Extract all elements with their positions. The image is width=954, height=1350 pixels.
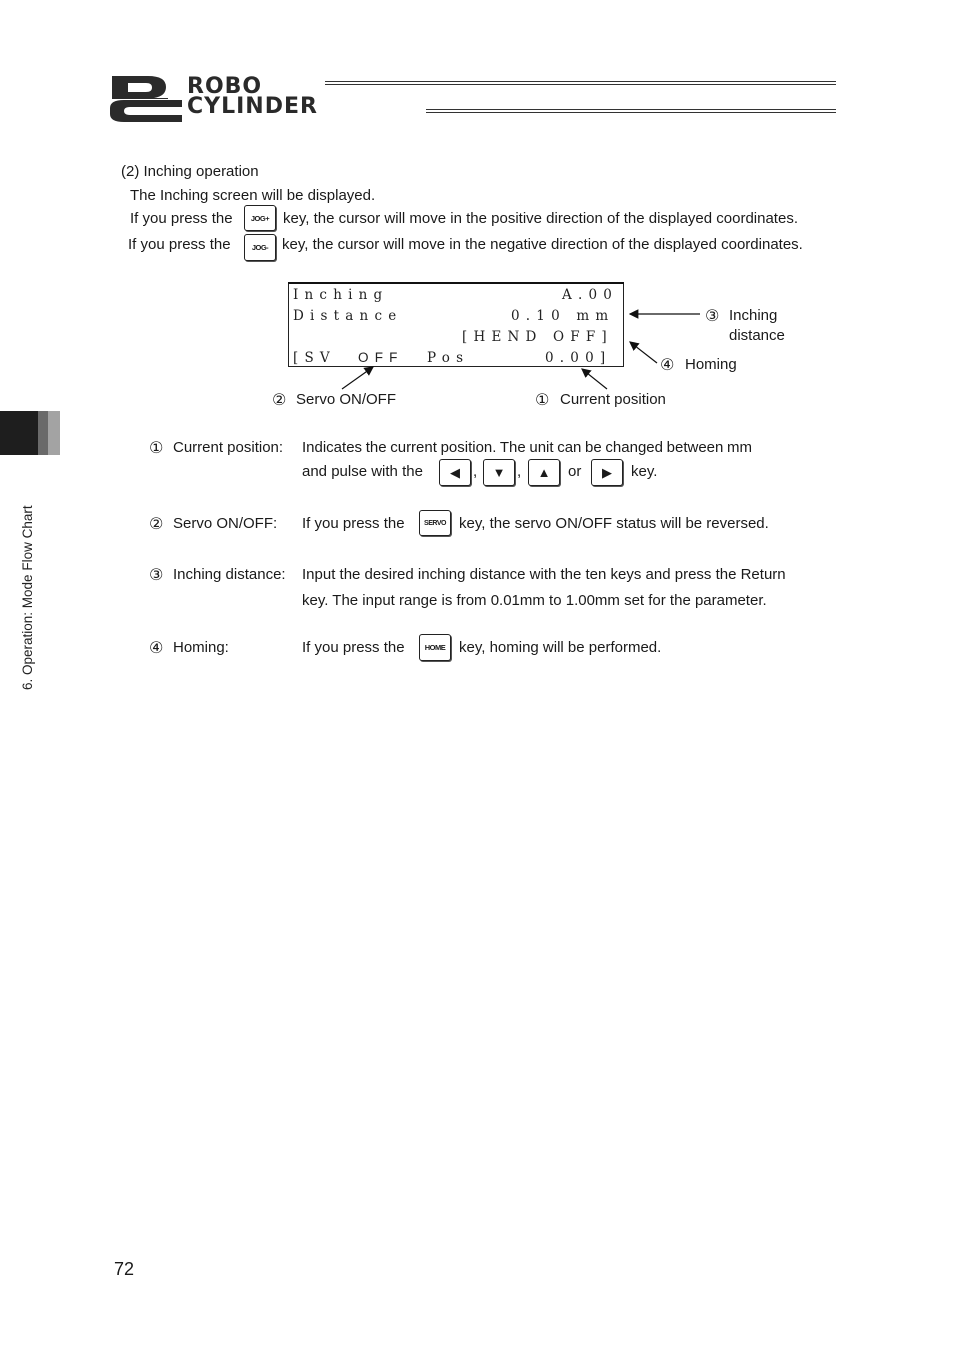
desc-1-comma1: , <box>473 463 478 480</box>
desc-3-number: ③ <box>149 565 164 584</box>
right-arrow-key <box>591 459 623 486</box>
desc-2-post: key, the servo ON/OFF status will be reversed. <box>459 515 769 532</box>
desc-1-comma2: , <box>517 463 522 480</box>
down-arrow-icon: ▼ <box>492 465 506 480</box>
callout-3-line1: Inching <box>729 307 778 324</box>
arrow-homing <box>630 342 657 363</box>
servo-key <box>419 510 451 536</box>
callout-1-number: ① <box>535 390 550 409</box>
lcd-row4-right: 0.00] <box>545 350 612 366</box>
logo-cylinder-text: CYLINDER <box>187 94 318 119</box>
page-number: 72 <box>114 1259 135 1279</box>
callout-2-number: ② <box>272 390 287 409</box>
intro-line: The Inching screen will be displayed. <box>130 187 376 204</box>
desc-4-number: ④ <box>149 638 164 657</box>
lcd-row2-left: Distance <box>293 308 403 324</box>
lcd-row4-pos: Pos <box>427 350 470 366</box>
lcd-row1-left: Inching <box>293 287 389 303</box>
desc-1-line2-pre: and pulse with the <box>302 463 423 480</box>
callout-arrows <box>0 0 954 420</box>
left-arrow-icon: ◀ <box>450 465 460 480</box>
servo-key-label: SERVO <box>424 519 446 527</box>
desc-2-number: ② <box>149 514 164 533</box>
right-arrow-icon: ▶ <box>602 465 612 480</box>
lcd-row4-off: OFF <box>358 350 404 365</box>
left-arrow-key <box>439 459 471 486</box>
home-key <box>419 634 451 661</box>
desc-2-label: Servo ON/OFF: <box>173 515 278 532</box>
jog-plus-key-label: JOG+ <box>250 213 270 223</box>
desc-3-line2: key. The input range is from 0.01mm to 1.00mm set for the parameter. <box>302 592 767 609</box>
up-arrow-icon: ▲ <box>537 465 551 480</box>
jog-minus-text-post: key, the cursor will move in the negative direction of the displayed coordinates. <box>282 236 803 253</box>
jog-plus-text-pre: If you press the <box>130 210 233 227</box>
lcd-row2-right: 0.10 mm <box>511 308 615 324</box>
callout-3-line2: distance <box>729 327 785 344</box>
section-heading: (2) Inching operation <box>121 163 259 180</box>
lcd-row3-right: [HEND OFF] <box>462 329 613 345</box>
lcd-row1-right: A.00 <box>562 287 619 303</box>
lcd-row4-sv: [SV <box>293 350 336 366</box>
arrow-servo <box>342 367 373 389</box>
jog-minus-key-label: JOG- <box>251 243 269 252</box>
desc-1-line1: Indicates the current position. The unit can be changed between mm <box>302 439 753 456</box>
desc-4-label: Homing: <box>173 639 229 656</box>
home-key-label: HOME <box>424 643 446 652</box>
desc-2-pre: If you press the <box>302 515 405 532</box>
desc-4-pre: If you press the <box>302 639 405 656</box>
callout-4-number: ④ <box>660 355 675 374</box>
desc-1-or: or <box>568 463 582 480</box>
logo-robo-text: ROBO <box>187 74 263 99</box>
callout-2-text: Servo ON/OFF <box>296 391 397 408</box>
arrow-current-position <box>582 369 607 389</box>
jog-plus-text-post: key, the cursor will move in the positive direction of the displayed coordinates. <box>283 210 798 227</box>
desc-1-label: Current position: <box>173 439 284 456</box>
down-arrow-key <box>483 459 515 486</box>
chapter-label: 6. Operation: Mode Flow Chart <box>20 505 35 690</box>
callout-1-text: Current position <box>560 391 666 408</box>
desc-1-key-word: key. <box>631 463 658 480</box>
desc-3-label: Inching distance: <box>173 566 286 583</box>
desc-1-number: ① <box>149 438 164 457</box>
callout-3-number: ③ <box>705 306 720 325</box>
up-arrow-key <box>528 459 560 486</box>
desc-3-line1: Input the desired inching distance with the ten keys and press the Return <box>302 566 786 583</box>
desc-4-post: key, homing will be performed. <box>459 639 662 656</box>
jog-minus-text-pre: If you press the <box>128 236 231 253</box>
callout-4-text: Homing <box>685 356 737 373</box>
